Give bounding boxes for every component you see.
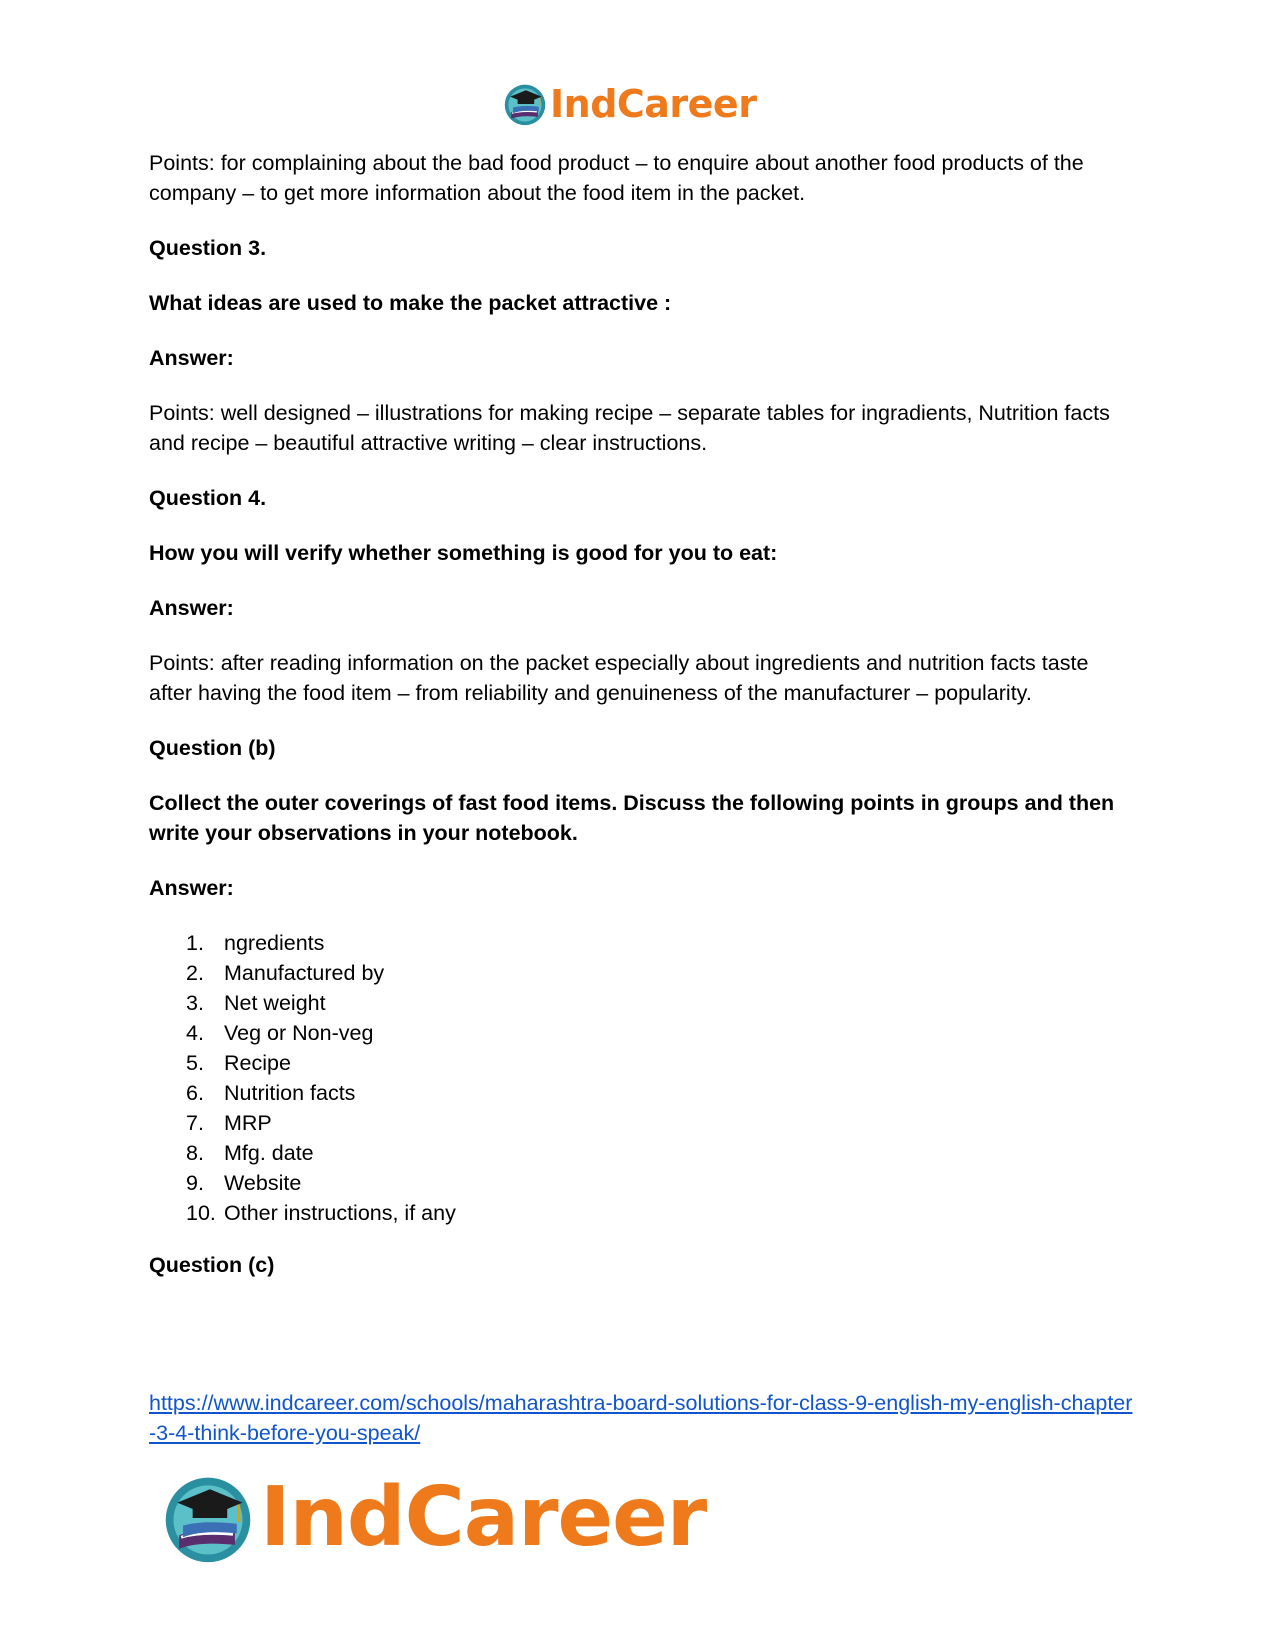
question-3-answer: Points: well designed – illustrations for making recipe – separate tables for ingradients, Nutrition facts and recipe – beautiful attractive writing – clear instructions. xyxy=(149,401,1110,455)
list-item: 6. Nutrition facts xyxy=(186,1081,356,1105)
list-item: 3. Net weight xyxy=(186,991,326,1015)
question-4-answer: Points: after reading information on the packet especially about ingredients and nutrition facts taste after having the food item – from reliability and genuineness of the manufacturer – popularity. xyxy=(149,651,1089,705)
list-item: 5. Recipe xyxy=(186,1051,291,1075)
list-item: 4. Veg or Non-veg xyxy=(186,1021,374,1045)
graduation-book-icon xyxy=(502,81,548,127)
question-4-title: Question 4. xyxy=(149,486,267,510)
footer-logo-text: IndCareer xyxy=(260,1470,707,1565)
graduation-book-icon xyxy=(160,1470,256,1566)
source-link[interactable]: https://www.indcareer.com/schools/maharashtra-board-solutions-for-class-9-english-my-english-chapter-3-4-think-before-you-speak/ xyxy=(149,1391,1133,1445)
footer-logo xyxy=(160,1468,706,1568)
question-b-text: Collect the outer coverings of fast food items. Discuss the following points in groups and then write your observations in your notebook. xyxy=(149,791,1115,845)
list-item: 7. MRP xyxy=(186,1111,272,1135)
list-item: 8. Mfg. date xyxy=(186,1141,314,1165)
question-4-answer-label: Answer: xyxy=(149,596,234,620)
question-c-title: Question (c) xyxy=(149,1253,275,1277)
header-logo xyxy=(502,80,756,128)
list-item: 2. Manufactured by xyxy=(186,961,385,985)
question-b-answer-label: Answer: xyxy=(149,876,234,900)
question-4-text: How you will verify whether something is good for you to eat: xyxy=(149,541,778,565)
document-body xyxy=(149,148,1134,1305)
question-3-title: Question 3. xyxy=(149,236,267,260)
question-b-title: Question (b) xyxy=(149,736,276,760)
question-3-text: What ideas are used to make the packet attractive : xyxy=(149,291,672,315)
list-item: 9. Website xyxy=(186,1171,302,1195)
list-item: 10. Other instructions, if any xyxy=(186,1201,456,1225)
question-3-answer-label: Answer: xyxy=(149,346,234,370)
answer-list xyxy=(149,928,1134,1228)
header-logo-text: IndCareer xyxy=(550,82,757,126)
paragraph-points-1: Points: for complaining about the bad food product – to enquire about another food products of the company – to get more information about the food item in the packet. xyxy=(149,151,1084,205)
list-item: 1. ngredients xyxy=(186,931,325,955)
